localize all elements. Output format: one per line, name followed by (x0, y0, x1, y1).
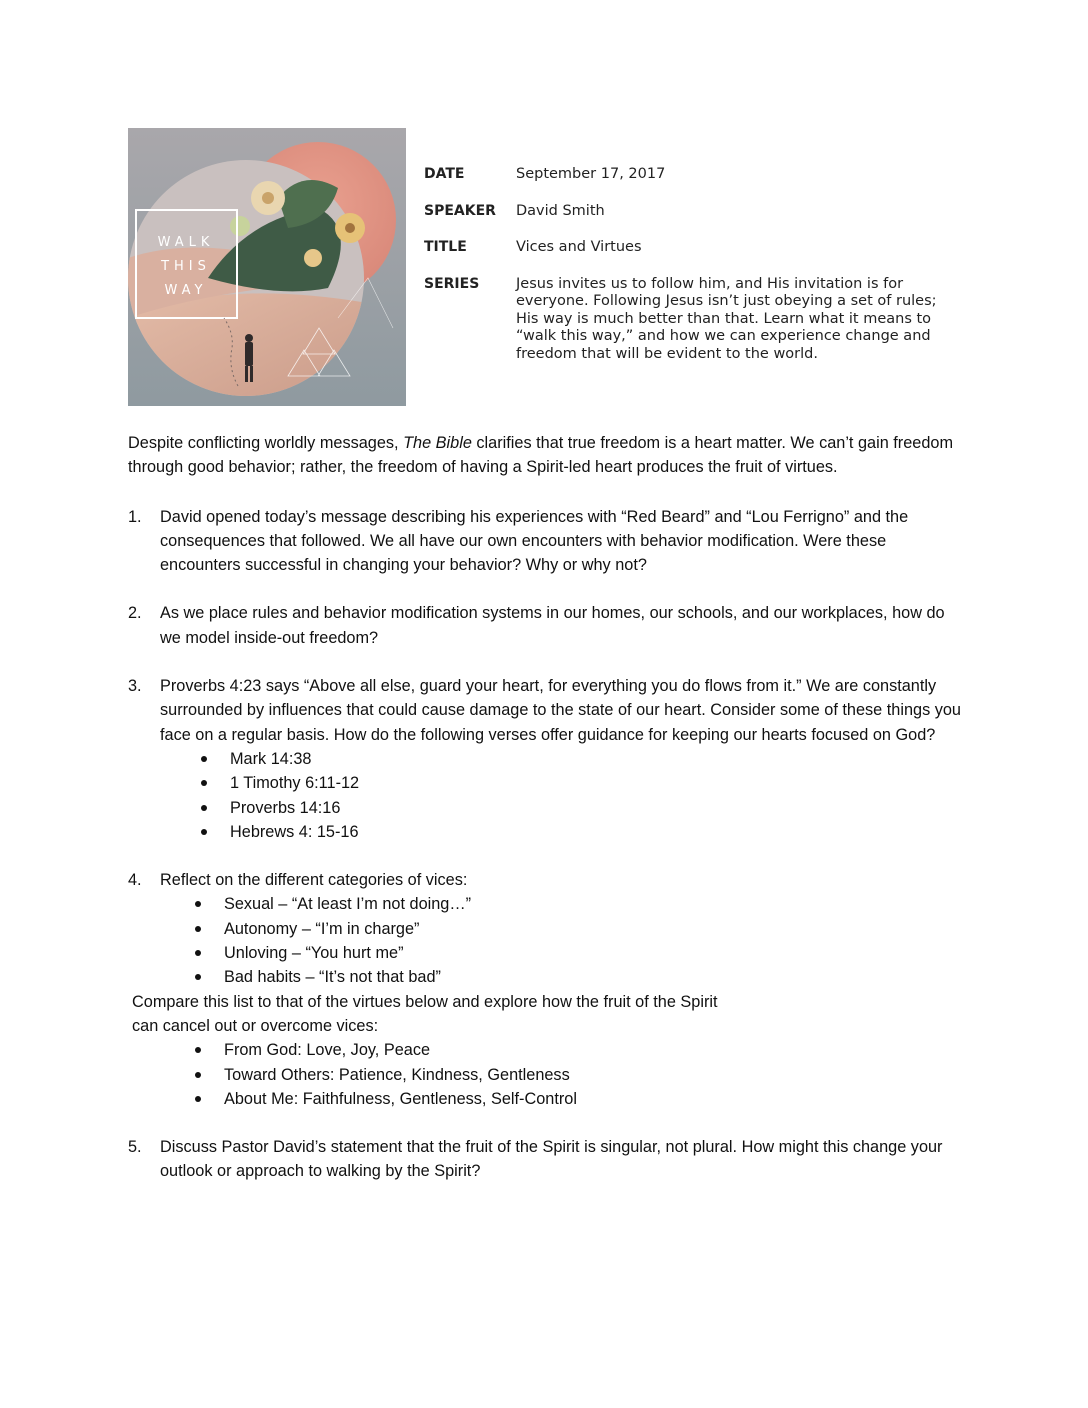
bullet-icon (201, 756, 207, 762)
virtue-text: About Me: Faithfulness, Gentleness, Self-Control (224, 1089, 577, 1108)
question-number: 1. (128, 507, 142, 526)
verse-item (160, 796, 964, 820)
verse-list (160, 747, 964, 844)
compare-text (132, 990, 812, 1039)
question-text: Discuss Pastor David’s statement that the fruit of the Spirit is singular, not plural. How might this change your outlook or approach to walking by the Spirit? (160, 1138, 943, 1181)
vice-text: Unloving – “You hurt me” (224, 944, 404, 963)
intro-text-after: clarifies that true freedom is a heart matter. We can’t gain freedom through good behavior; rather, the freedom of having a Spirit-led heart produces the fruit of virtues. (128, 434, 954, 477)
question-3 (128, 674, 964, 844)
vice-item (160, 965, 964, 989)
vice-text: Bad habits – “It’s not that bad” (224, 968, 441, 987)
intro-paragraph (128, 431, 964, 480)
question-number: 3. (128, 677, 142, 696)
vice-text: Sexual – “At least I’m not doing…” (224, 895, 472, 914)
discussion-guide (128, 431, 964, 1208)
verse-item (160, 747, 964, 771)
vice-item (160, 941, 964, 965)
verse-item (160, 771, 964, 795)
question-text: Proverbs 4:23 says “Above all else, guard your heart, for everything you do flows from it.” We are constantly surrounded by influences that could cause damage to the state of our heart. Consider some of these things you face on a regular basis. How do the following verses offer guidance for keeping our hearts focused on God? (160, 677, 961, 744)
title-value: Vices and Virtues (516, 239, 642, 255)
vice-item (160, 892, 964, 916)
verse-text: 1 Timothy 6:11-12 (230, 774, 360, 793)
artwork-word-2: THIS (161, 259, 211, 274)
bullet-icon (201, 780, 207, 786)
series-line: everyone. Following Jesus isn’t just obeying a set of rules; (516, 293, 937, 309)
bullet-icon (195, 1047, 201, 1053)
question-2 (128, 601, 964, 650)
virtue-item (160, 1063, 964, 1087)
virtues-list (160, 1038, 964, 1111)
bullet-icon (195, 901, 201, 907)
speaker-row (424, 203, 964, 221)
verse-item (160, 820, 964, 844)
virtue-text: Toward Others: Patience, Kindness, Gentleness (224, 1065, 570, 1084)
question-4 (128, 868, 964, 1111)
title-label: TITLE (424, 239, 467, 255)
virtue-text: From God: Love, Joy, Peace (224, 1041, 431, 1060)
bullet-icon (195, 926, 201, 932)
date-value: September 17, 2017 (516, 166, 666, 182)
vice-item (160, 917, 964, 941)
question-5 (128, 1135, 964, 1184)
date-row (424, 166, 964, 184)
compare-line: can cancel out or overcome vices: (132, 1016, 379, 1035)
bullet-icon (201, 829, 207, 835)
series-label: SERIES (424, 275, 480, 292)
bullet-icon (195, 974, 201, 980)
virtue-item (160, 1087, 964, 1111)
question-1 (128, 505, 964, 578)
series-artwork (128, 128, 406, 406)
intro-text-before: Despite conflicting worldly messages, (128, 434, 404, 452)
question-text: David opened today’s message describing his experiences with “Red Beard” and “Lou Ferrigno” and the consequences that followed. We all have our own encounters with behavior modification. Were these encounters successful in changing your behavior? Why or why not? (160, 507, 909, 575)
sermon-details (424, 166, 964, 382)
bullet-icon (195, 1072, 201, 1078)
verse-text: Hebrews 4: 15-16 (230, 822, 359, 841)
speaker-label: SPEAKER (424, 202, 496, 219)
virtue-item (160, 1038, 964, 1062)
question-text: Reflect on the different categories of vices: (160, 871, 468, 890)
verse-text: Proverbs 14:16 (230, 798, 341, 817)
artwork-word-3: WAY (164, 283, 208, 298)
question-number: 2. (128, 604, 142, 623)
title-row (424, 239, 964, 257)
verse-text: Mark 14:38 (230, 749, 312, 768)
question-number: 4. (128, 871, 142, 890)
compare-line: Compare this list to that of the virtues below and explore how the fruit of the Spirit (132, 992, 718, 1011)
vices-list (160, 892, 964, 989)
series-line: His way is much better than that. Learn what it means to (516, 310, 932, 327)
series-line: freedom that will be evident to the world. (516, 345, 818, 362)
series-line: Jesus invites us to follow him, and His invitation is for (516, 275, 904, 292)
question-number: 5. (128, 1138, 142, 1157)
series-row (424, 276, 964, 364)
speaker-value: David Smith (516, 202, 605, 219)
bullet-icon (195, 950, 201, 956)
question-text: As we place rules and behavior modification systems in our homes, our schools, and our workplaces, how do we model inside-out freedom? (160, 604, 945, 647)
vice-text: Autonomy – “I’m in charge” (224, 919, 420, 938)
intro-bible-title: The Bible (403, 434, 472, 452)
artwork-word-1: WALK (157, 235, 215, 250)
series-description (516, 276, 954, 364)
date-label: DATE (424, 166, 465, 182)
bullet-icon (195, 1096, 201, 1102)
bullet-icon (201, 805, 207, 811)
series-line: “walk this way,” and how we can experience change and (516, 328, 931, 344)
